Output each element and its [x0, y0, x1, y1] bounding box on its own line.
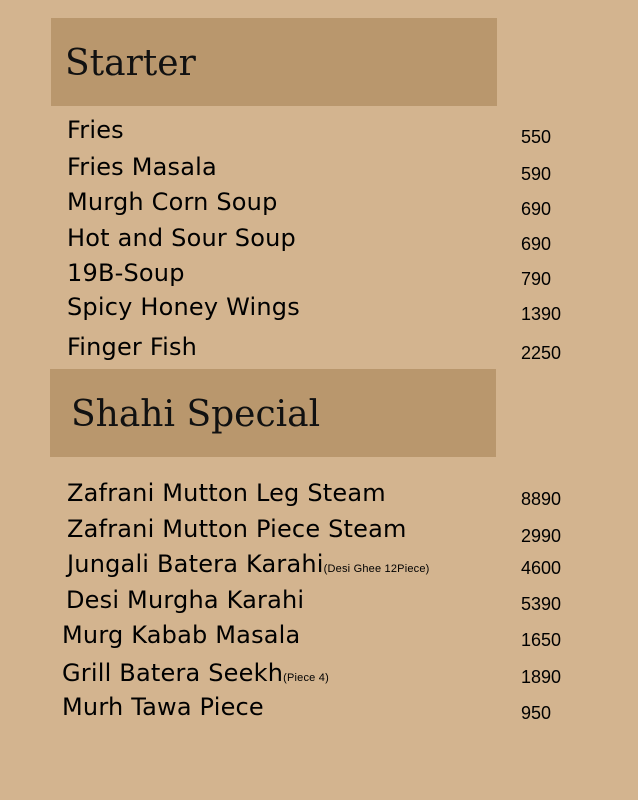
item-price: 690 — [521, 199, 552, 219]
item-price: 590 — [521, 164, 552, 184]
item-name — [62, 661, 329, 685]
item-price: 4600 — [521, 558, 562, 578]
item-name-text: Grill Batera Seekh — [62, 659, 284, 687]
item-name: Spicy Honey Wings — [67, 293, 300, 321]
section-header-starter — [51, 18, 497, 106]
item-name: Murgh Corn Soup — [67, 188, 278, 216]
item-name: Desi Murgha Karahi — [66, 586, 305, 614]
item-name: Zafrani Mutton Piece Steam — [67, 515, 407, 543]
item-name: Zafrani Mutton Leg Steam — [67, 479, 386, 507]
item-price: 790 — [521, 269, 552, 289]
item-price: 950 — [521, 703, 552, 723]
item-name-text: Jungali Batera Karahi — [67, 550, 324, 578]
item-price: 1390 — [521, 304, 562, 324]
item-name: Hot and Sour Soup — [67, 224, 296, 252]
item-name: Fries Masala — [67, 153, 217, 181]
item-name: Finger Fish — [67, 333, 198, 361]
item-name: Murh Tawa Piece — [62, 693, 264, 721]
item-name: Fries — [67, 116, 124, 144]
section-header-shahi-special — [50, 369, 496, 457]
item-price: 1650 — [521, 630, 562, 650]
item-note: (Desi Ghee 12Piece) — [323, 563, 430, 575]
item-price: 8890 — [521, 489, 562, 509]
item-note: (Piece 4) — [283, 672, 329, 684]
item-price: 5390 — [521, 594, 562, 614]
item-price: 2250 — [521, 343, 562, 363]
item-price: 1890 — [521, 667, 562, 687]
item-name — [67, 552, 430, 576]
item-price: 550 — [521, 127, 552, 147]
item-price: 690 — [521, 234, 552, 254]
item-name: 19B-Soup — [67, 259, 185, 287]
item-name: Murg Kabab Masala — [62, 621, 301, 649]
item-price: 2990 — [521, 526, 562, 546]
section-title: Shahi Special — [71, 394, 321, 435]
section-title: Starter — [65, 43, 196, 84]
